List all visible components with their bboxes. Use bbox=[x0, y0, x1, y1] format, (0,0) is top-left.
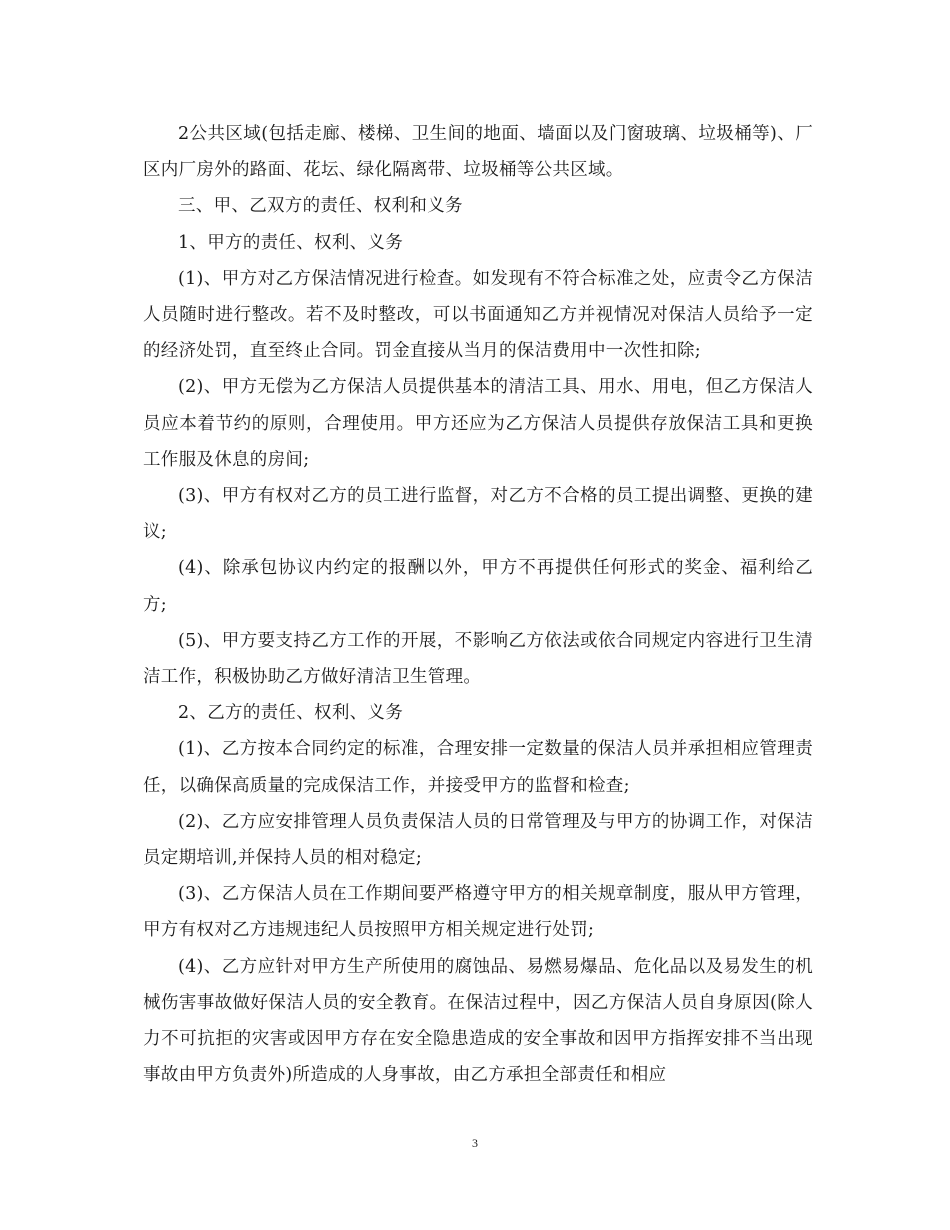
paragraph-party-a-item-5: (5)、甲方要支持乙方工作的开展，不影响乙方依法或依合同规定内容进行卫生清洁工作，积极协助乙方做好清洁卫生管理。 bbox=[143, 630, 813, 688]
subheading-party-b: 2、乙方的责任、权利、义务 bbox=[178, 703, 404, 724]
subheading-party-a: 1、甲方的责任、权利、义务 bbox=[178, 232, 404, 253]
paragraph-party-b-item-3: (3)、乙方保洁人员在工作期间要严格遵守甲方的相关规章制度，服从甲方管理，甲方有权对乙方违规违纪人员按照甲方相关规定进行处罚; bbox=[143, 884, 813, 941]
paragraph-party-a-item-4: (4)、除承包协议内约定的报酬以外，甲方不再提供任何形式的奖金、福利给乙方; bbox=[143, 558, 813, 615]
paragraph-party-b-item-4: (4)、乙方应针对甲方生产所使用的腐蚀品、易燃易爆品、危化品以及易发生的机械伤害事故做好保洁人员的安全教育。在保洁过程中，因乙方保洁人员自身原因(除人力不可抗拒的灾害或因甲方存在安全隐患造成的安全事故和因甲方指挥安排不当出现事故由甲方负责外)所造成的人身事故，由乙方承担全部责任和相应 bbox=[143, 956, 813, 1086]
paragraph-party-b-item-1: (1)、乙方按本合同约定的标准，合理安排一定数量的保洁人员并承担相应管理责任，以确保高质量的完成保洁工作，并接受甲方的监督和检查; bbox=[143, 739, 813, 796]
paragraph-party-a-item-1: (1)、甲方对乙方保洁情况进行检查。如发现有不符合标准之处，应责令乙方保洁人员随时进行整改。若不及时整改，可以书面通知乙方并视情况对保洁人员给予一定的经济处罚，直至终止合同。罚金直接从当月的保洁费用中一次性扣除; bbox=[143, 268, 813, 362]
paragraph-public-areas: 2公共区域(包括走廊、楼梯、卫生间的地面、墙面以及门窗玻璃、垃圾桶等)、厂区内厂房外的路面、花坛、绿化隔离带、垃圾桶等公共区域。 bbox=[143, 124, 813, 181]
page-number: 3 bbox=[472, 1136, 478, 1150]
document-body bbox=[143, 116, 813, 1093]
paragraph-party-a-item-2: (2)、甲方无偿为乙方保洁人员提供基本的清洁工具、用水、用电，但乙方保洁人员应本着节约的原则，合理使用。甲方还应为乙方保洁人员提供存放保洁工具和更换工作服及休息的房间; bbox=[143, 377, 813, 470]
section-heading-responsibilities: 三、甲、乙双方的责任、权利和义务 bbox=[178, 196, 463, 217]
paragraph-party-b-item-2: (2)、乙方应安排管理人员负责保洁人员的日常管理及与甲方的协调工作，对保洁员定期培训,并保持人员的相对稳定; bbox=[143, 811, 813, 869]
paragraph-party-a-item-3: (3)、甲方有权对乙方的员工进行监督，对乙方不合格的员工提出调整、更换的建议; bbox=[143, 486, 813, 543]
